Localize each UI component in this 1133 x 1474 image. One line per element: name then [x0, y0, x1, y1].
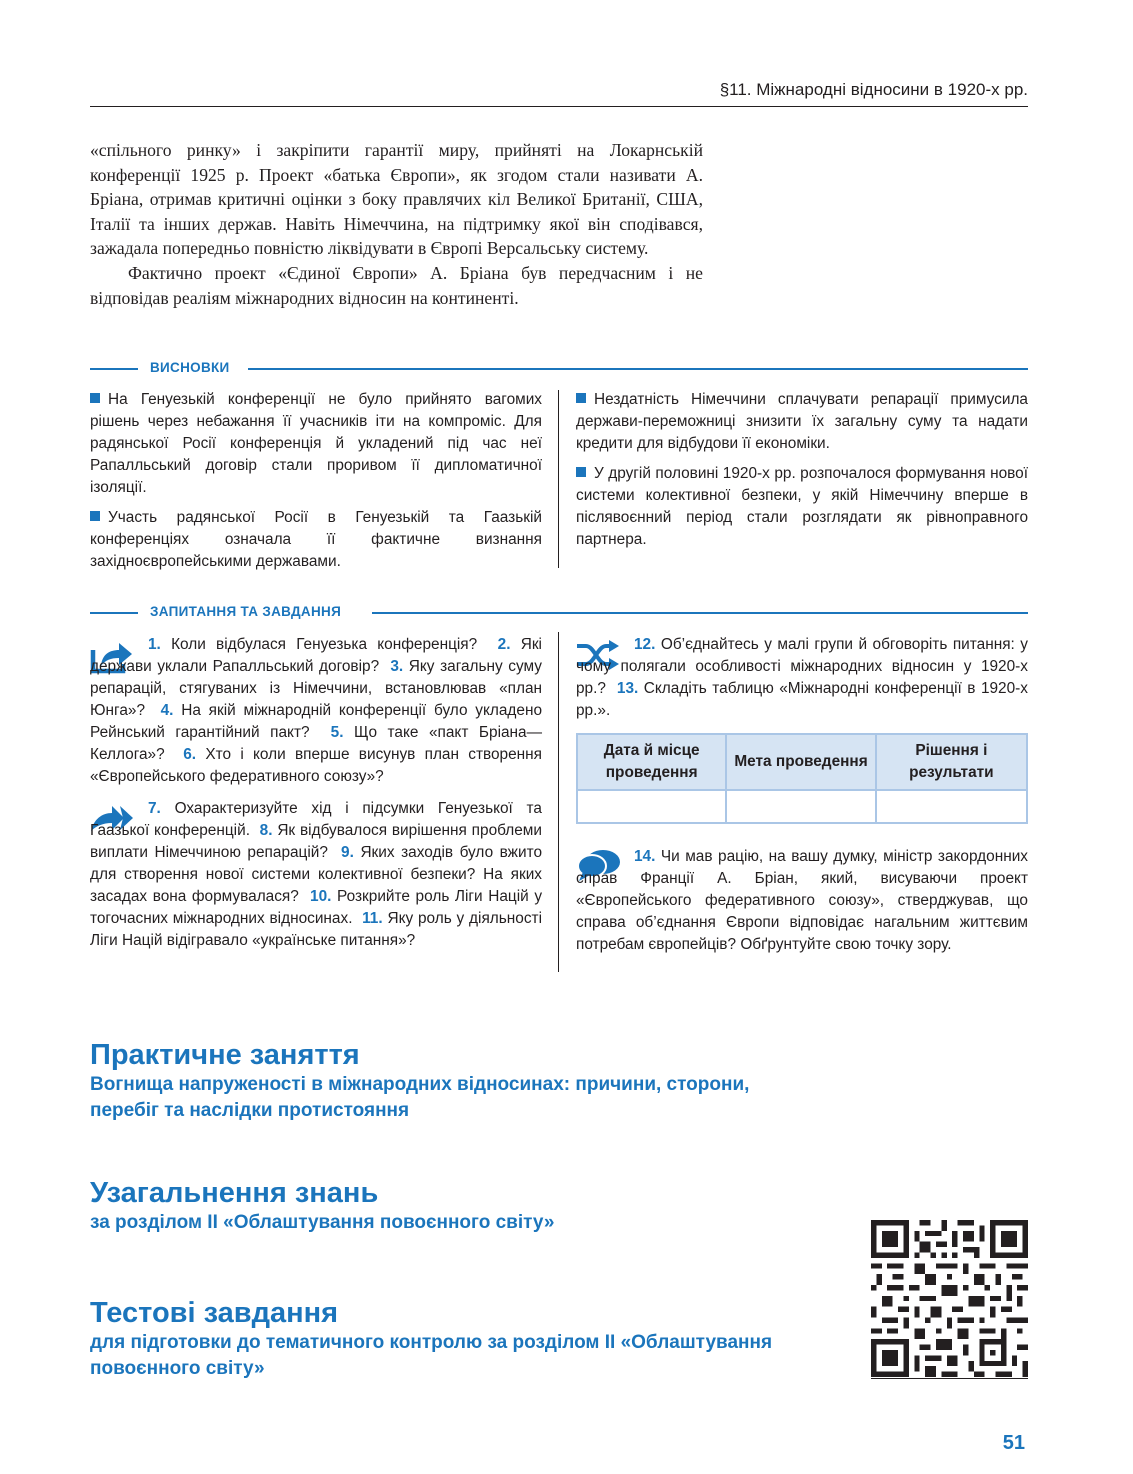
square-bullet-icon: [90, 393, 100, 403]
conclusion-item: Участь радянської Росії в Генуезькій та Гаазькій конференціях означала її фактичне визнання західноєвропейськими державами.: [90, 509, 542, 570]
square-bullet-icon: [90, 511, 100, 521]
question: 5. Що таке «пакт Бріана—Келлога»?: [90, 724, 542, 763]
conclusions-right-column: [576, 389, 1028, 559]
table-row: [577, 790, 1027, 823]
table-cell: [577, 790, 726, 823]
generalization-section: [90, 1176, 790, 1236]
heading-left-line: [90, 612, 138, 614]
intro-paragraph-1: «спільного ринку» і закріпити гарантії миру, прийняті на Локарнській конференції 1925 р. Проект «батька Європи», як згодом стали називати А. Бріана, отримав критичні оцінки з боку правлячих кіл Великої Британії, США, Італії та інших держав. Навіть Німеччина, на підтримку якої він сподівався, зажадала попередньо повністю ліквідувати в Європі Версальську систему.: [90, 140, 703, 259]
questions-block-1: [90, 634, 542, 788]
section-subtitle: для підготовки до тематичного контролю за розділом ІІ «Облаштування повоєнного світу»: [90, 1332, 773, 1379]
page-number: 51: [1002, 1432, 1025, 1454]
conclusions-left-column: [90, 389, 542, 581]
table-header-row: [577, 734, 1027, 790]
question: 11. Яку роль у діяльності Ліги Націй відігравало «українське питання»?: [90, 910, 543, 949]
qr-underline: [871, 1378, 1028, 1379]
question: 12. Об’єднайтесь у малі групи й обговоріть питання: у чому полягали особливості міжнародних відносин у 1920-х рр.?: [576, 636, 1028, 697]
heading-right-line: [248, 368, 1028, 370]
running-header: §11. Міжнародні відносини в 1920-х рр.: [719, 80, 1028, 99]
question: 4. На якій міжнародній конференції було укладено Рейнський гарантійний пакт?: [90, 702, 543, 741]
heading-left-line: [90, 368, 138, 370]
question: 9. Яких заходів було вжито для створення нової системи колективної безпеки? На яких засадах вона формувалася?: [90, 844, 542, 905]
question: 7. Охарактеризуйте хід і підсумки Генуезької та Гаазької конференцій.: [90, 800, 542, 839]
questions-block-2: [90, 798, 542, 952]
table-header-cell: Дата й місце проведення: [577, 734, 726, 790]
section-title: Практичне заняття: [90, 1039, 360, 1071]
questions-heading: [90, 604, 1028, 620]
table-header-cell: Мета проведення: [726, 734, 875, 790]
section-subtitle: за розділом ІІ «Облаштування повоєнного світу»: [90, 1212, 555, 1233]
square-bullet-icon: [576, 467, 586, 477]
intro-paragraph-2: Фактично проект «Єдиної Європи» А. Бріана був передчасним і не відповідав реаліям міжнародних відносин на континенті.: [90, 262, 703, 308]
conclusions-heading-label: ВИСНОВКИ: [150, 360, 230, 375]
section-subtitle: Вогнища напруженості в міжнародних відносинах: причини, сторони, перебіг та наслідки протистояння: [90, 1074, 750, 1121]
question: 14. Чи мав рацію, на вашу думку, міністр закордонних справ Франції А. Бріан, який, висуваючи проект «Європейського федеративного союзу», стверджував, що справа об’єднання Європи відповідає нагальним життєвим потребам європейців? Обґрунтуйте свою точку зору.: [576, 848, 1029, 953]
questions-block-4: [576, 846, 1028, 956]
question: 10. Розкрийте роль Ліги Націй у тогочасних міжнародних відносинах.: [90, 888, 543, 927]
qr-code[interactable]: [871, 1220, 1028, 1377]
conclusions-heading: [90, 360, 1028, 376]
conclusion-item: У другій половині 1920-х рр. розпочалося формування нової системи колективної безпеки, у якій Німеччину вперше в післявоєнний період стали розглядати як рівноправного партнера.: [576, 465, 1028, 548]
square-bullet-icon: [576, 393, 586, 403]
section-title: Узагальнення знань: [90, 1177, 379, 1209]
questions-heading-label: ЗАПИТАННЯ ТА ЗАВДАННЯ: [150, 604, 342, 619]
question: 3. Яку загальну суму репарацій, стягуваних із Німеччини, встановлював «план Юнга»?: [90, 658, 542, 719]
table-cell: [876, 790, 1027, 823]
header-rule: [90, 106, 1028, 107]
question: 13. Складіть таблицю «Міжнародні конференції в 1920-х рр.».: [576, 680, 1028, 719]
conclusion-item: На Генуезькій конференції не було прийнято вагомих рішень через небажання її учасників іти на компроміс. Для радянської Росії конференція й укладений під час неї Рапалльський договір стали проривом її дипломатичної ізоляції.: [90, 391, 542, 496]
question: 2. Які держави уклали Рапалльський договір?: [90, 636, 542, 675]
question: 6. Хто і коли вперше висунув план створення «Європейського федеративного союзу»?: [90, 746, 543, 785]
question: 1. Коли відбулася Генуезька конференція?: [148, 636, 478, 653]
questions-block-3: [576, 634, 1028, 722]
practical-lesson-section: [90, 1038, 790, 1124]
table-cell: [726, 790, 875, 823]
section-title: Тестові завдання: [90, 1297, 339, 1329]
column-divider: [558, 632, 559, 972]
question: 8. Як відбувалося вирішення проблеми виплати Німеччиною репарацій?: [90, 822, 542, 861]
conclusion-item: Нездатність Німеччини сплачувати репарації примусила держави-переможниці знизити їх загальну суму та надати кредити для відбудови її економіки.: [576, 391, 1028, 452]
heading-right-line: [372, 612, 1028, 614]
table-header-cell: Рішення і результати: [876, 734, 1027, 790]
tests-section: [90, 1296, 790, 1382]
column-divider: [558, 390, 559, 568]
intro-text: [90, 138, 703, 310]
conferences-table: [576, 733, 1028, 824]
